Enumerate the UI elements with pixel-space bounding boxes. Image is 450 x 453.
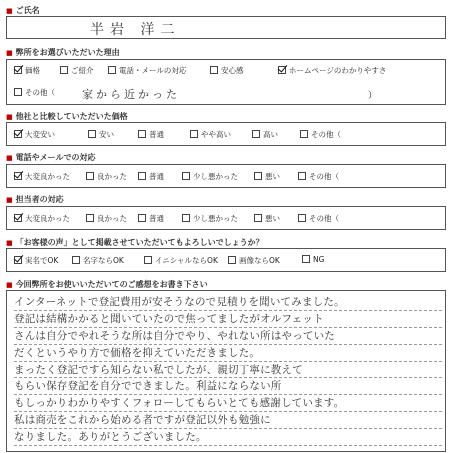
checkbox-icon bbox=[88, 130, 96, 138]
reason-option[interactable]: 電話・メールの対応 bbox=[108, 65, 186, 76]
checkbox-icon bbox=[210, 66, 218, 74]
price-option[interactable]: 高い bbox=[252, 129, 278, 140]
square-bullet-icon: ■ bbox=[6, 239, 13, 247]
customer-name: 半岩 洋二 bbox=[90, 22, 181, 38]
voice-option[interactable]: 画像ならOK bbox=[228, 255, 280, 266]
checkbox-icon bbox=[144, 256, 152, 264]
staff-option[interactable]: その他（ bbox=[298, 213, 339, 224]
comment-section-header: ■ 今回弊所をお使いいただいてのご感想をお書き下さい bbox=[6, 280, 208, 289]
checkbox-icon bbox=[190, 130, 198, 138]
phone-option[interactable]: 少し悪かった bbox=[182, 171, 238, 182]
price-option[interactable]: 大変安い bbox=[14, 129, 55, 140]
name-box bbox=[6, 16, 446, 39]
name-section-header: ■ ご氏名 bbox=[6, 6, 40, 15]
checkbox-icon bbox=[182, 214, 190, 222]
checkbox-checked-icon bbox=[14, 66, 22, 74]
checkbox-icon bbox=[254, 172, 262, 180]
square-bullet-icon: ■ bbox=[6, 196, 13, 204]
voice-section-header: ■ 「お客様の声」として掲載させていただいてもよろしいでしょうか？ bbox=[6, 238, 264, 247]
reason-option[interactable]: ホームページのわかりやすさ bbox=[278, 65, 386, 76]
price-option[interactable]: 安い bbox=[88, 129, 114, 140]
square-bullet-icon: ■ bbox=[6, 113, 13, 121]
voice-option[interactable]: イニシャルならOK bbox=[144, 255, 218, 266]
checkbox-checked-icon bbox=[14, 256, 22, 264]
price-option[interactable]: その他（ bbox=[300, 129, 341, 140]
checkbox-icon bbox=[252, 130, 260, 138]
voice-option[interactable]: 実名でOK bbox=[14, 255, 58, 266]
comment-line: まったく登記ですら知らない私でしたが、親切丁寧に教えて bbox=[14, 362, 442, 379]
checkbox-checked-icon bbox=[14, 214, 22, 222]
checkbox-checked-icon bbox=[278, 66, 286, 74]
checkbox-icon bbox=[72, 256, 80, 264]
staff-option[interactable]: 良かった bbox=[86, 213, 127, 224]
reason-option-other[interactable]: その他（ bbox=[14, 87, 55, 98]
price-option[interactable]: 普通 bbox=[138, 129, 164, 140]
voice-option[interactable]: 名字ならOK bbox=[72, 255, 124, 266]
square-bullet-icon: ■ bbox=[6, 281, 13, 289]
comment-line: だくというやり方で価格を抑えていただきました。 bbox=[14, 345, 442, 362]
square-bullet-icon: ■ bbox=[6, 49, 13, 57]
reason-section-header: ■ 弊所をお選びいただいた理由 bbox=[6, 48, 120, 57]
phone-option[interactable]: その他（ bbox=[298, 171, 339, 182]
square-bullet-icon: ■ bbox=[6, 154, 13, 162]
comment-line: もしっかりわかりやすくフォローしてもらいとても感謝しています。 bbox=[14, 395, 442, 412]
checkbox-icon bbox=[138, 172, 146, 180]
square-bullet-icon: ■ bbox=[6, 7, 13, 15]
reason-option[interactable]: ご紹介 bbox=[60, 65, 94, 76]
staff-option[interactable]: 大変良かった bbox=[14, 213, 70, 224]
reason-option[interactable]: 価格 bbox=[14, 65, 40, 76]
checkbox-icon bbox=[182, 172, 190, 180]
checkbox-icon bbox=[298, 172, 306, 180]
checkbox-icon bbox=[86, 214, 94, 222]
comment-line: さんは自分でやれそうな所は自分でやり、やれない所はやっていた bbox=[14, 328, 442, 345]
phone-option[interactable]: 大変良かった bbox=[14, 171, 70, 182]
price-option[interactable]: やや高い bbox=[190, 129, 231, 140]
checkbox-icon bbox=[14, 88, 22, 96]
staff-option[interactable]: 悪い bbox=[254, 213, 280, 224]
comment-line: なりました。ありがとうございました。 bbox=[14, 429, 442, 446]
comment-line: 登記は結構かかると聞いていたので焦ってましたがオルフェット bbox=[14, 311, 442, 328]
comment-line: もらい保存登記を自分でできました。利益にならない所 bbox=[14, 378, 442, 395]
comment-line: インターネットで登記費用が安そうなので見積りを聞いてみました。 bbox=[14, 294, 442, 311]
checkbox-icon bbox=[228, 256, 236, 264]
checkbox-icon bbox=[60, 66, 68, 74]
reason-option[interactable]: 安心感 bbox=[210, 65, 244, 76]
checkbox-icon bbox=[302, 255, 310, 263]
checkbox-icon bbox=[108, 66, 116, 74]
voice-option[interactable]: NG bbox=[302, 255, 324, 264]
reason-other-text: 家から近かった bbox=[82, 88, 180, 101]
staff-option[interactable]: 普通 bbox=[138, 213, 164, 224]
price-section-header: ■ 他社と比較していただいた価格 bbox=[6, 112, 128, 121]
checkbox-icon bbox=[86, 172, 94, 180]
comment-line: 私は商売をこれから始める者ですが登記以外も勉強に bbox=[14, 412, 442, 429]
phone-section-header: ■ 電話やメールでの対応 bbox=[6, 153, 96, 162]
checkbox-icon bbox=[298, 214, 306, 222]
comment-text bbox=[14, 294, 442, 446]
reason-other-close: ） bbox=[368, 91, 378, 101]
phone-option[interactable]: 悪い bbox=[254, 171, 280, 182]
staff-section-header: ■ 担当者の対応 bbox=[6, 195, 64, 204]
checkbox-checked-icon bbox=[14, 130, 22, 138]
phone-option[interactable]: 良かった bbox=[86, 171, 127, 182]
phone-option[interactable]: 普通 bbox=[138, 171, 164, 182]
checkbox-icon bbox=[138, 214, 146, 222]
checkbox-icon bbox=[254, 214, 262, 222]
checkbox-icon bbox=[138, 130, 146, 138]
checkbox-checked-icon bbox=[14, 172, 22, 180]
staff-option[interactable]: 少し悪かった bbox=[182, 213, 238, 224]
checkbox-icon bbox=[300, 130, 308, 138]
